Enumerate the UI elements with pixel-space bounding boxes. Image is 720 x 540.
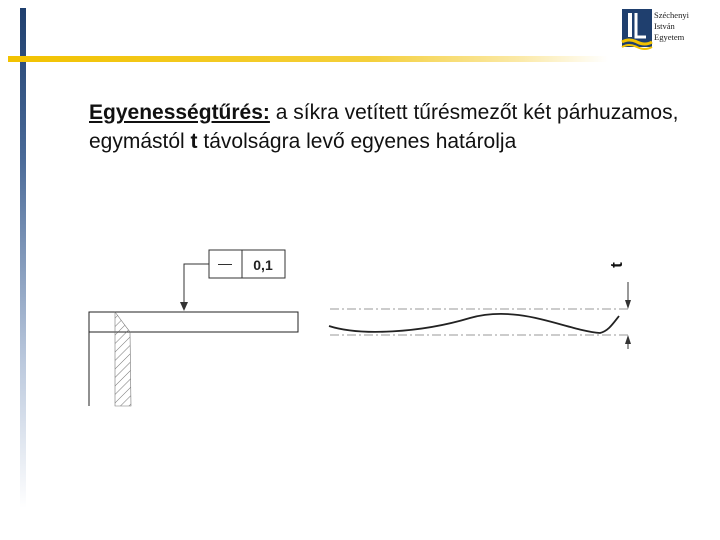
dimension-arrow-top bbox=[625, 300, 631, 309]
tolerance-value: 0,1 bbox=[253, 257, 273, 273]
dimension-arrow-bottom bbox=[625, 335, 631, 344]
definition-text-2: távolságra levő egyenes határolja bbox=[197, 130, 517, 153]
leader-line bbox=[184, 264, 209, 304]
definition-text-1: a síkra vetített tűrésmezőt két párhuzamos, egymástól bbox=[89, 101, 679, 153]
logo-line-1: Széchenyi bbox=[654, 10, 689, 20]
logo-line-3: Egyetem bbox=[654, 32, 685, 42]
definition-term: Egyenességtűrés: bbox=[89, 101, 270, 124]
section-hatch bbox=[115, 312, 131, 406]
part-view bbox=[89, 312, 298, 406]
t-label: t bbox=[607, 262, 626, 268]
profile-curve bbox=[329, 314, 619, 333]
straightness-symbol: — bbox=[218, 255, 232, 271]
logo-line-2: István bbox=[654, 21, 675, 31]
definition-t: t bbox=[190, 130, 198, 153]
leader-arrow bbox=[180, 302, 188, 311]
tolerance-frame bbox=[209, 250, 285, 278]
